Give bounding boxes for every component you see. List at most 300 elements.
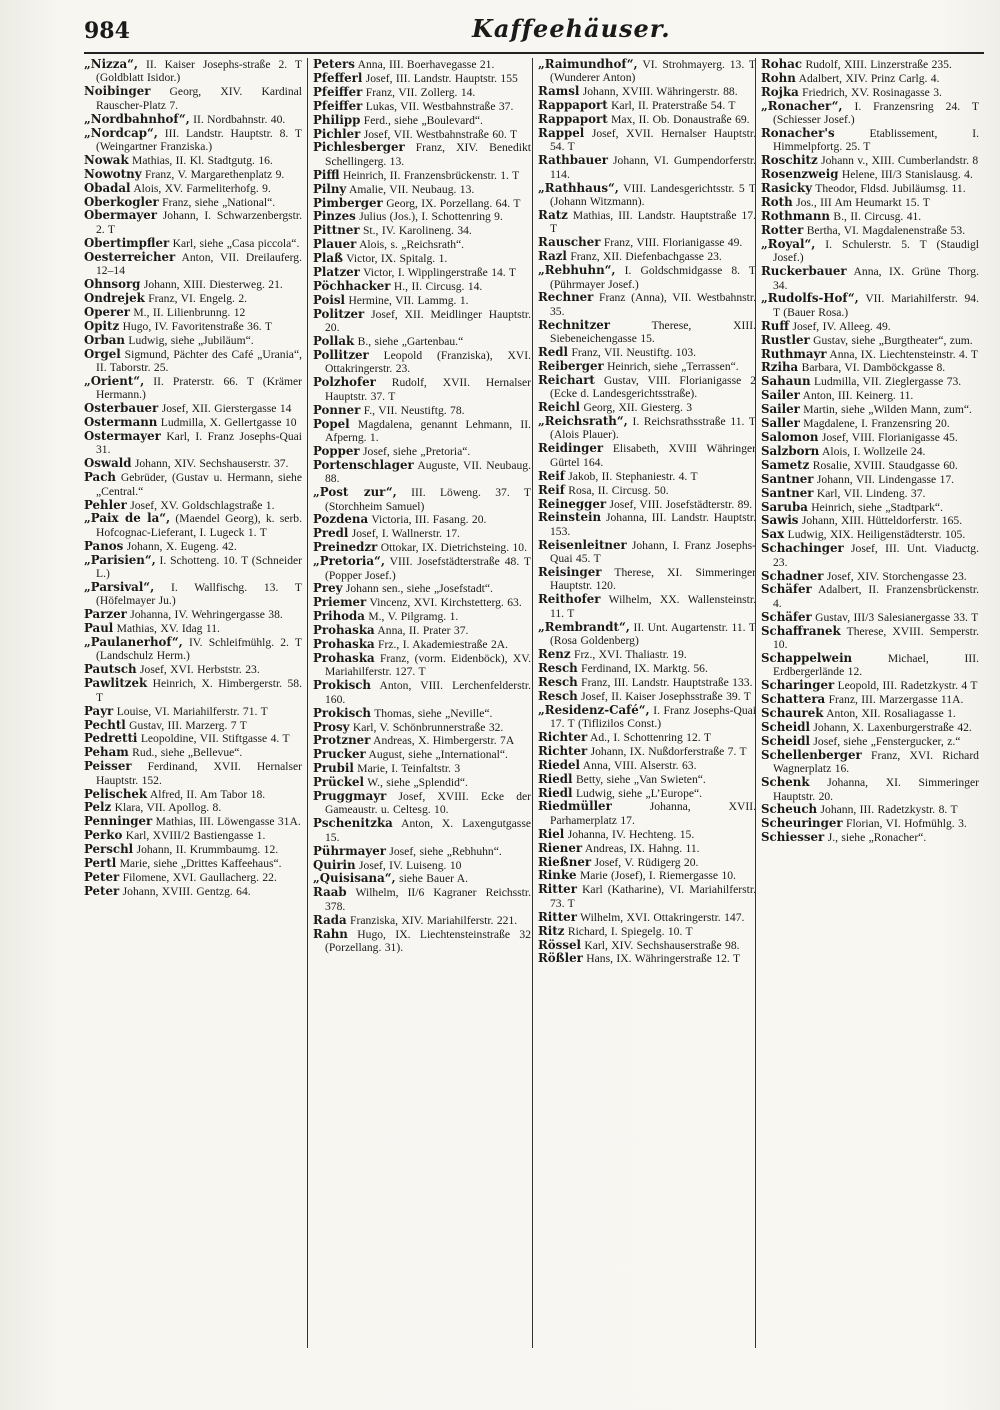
directory-entry — [538, 952, 756, 965]
entry-name: Schenk — [761, 775, 810, 790]
directory-entry — [538, 869, 756, 882]
directory-entry — [538, 470, 756, 483]
entry-details: Alfred, II. Am Tabor 18. — [149, 787, 266, 801]
directory-entry — [761, 431, 979, 444]
directory-entry — [761, 611, 979, 624]
entry-details: Mathias, III. Löwengasse 31A. — [155, 815, 301, 829]
entry-name: Richter — [538, 743, 588, 758]
entry-name: Renz — [538, 646, 571, 661]
entry-details: August, siehe „International“. — [368, 748, 508, 762]
entry-details: Anton, VIII. Lerchenfelderstr. 160. — [325, 679, 531, 706]
entry-name: Pinzes — [313, 209, 356, 224]
directory-entry — [538, 511, 756, 538]
entry-name: Santner — [761, 471, 814, 486]
directory-entry — [84, 732, 302, 745]
directory-entry — [761, 100, 979, 127]
entry-name: Pedretti — [84, 731, 138, 746]
entry-details: B., siehe „Gartenbau.“ — [357, 335, 464, 349]
directory-entry — [313, 72, 531, 85]
entry-name: Reichl — [538, 400, 581, 415]
column-divider — [755, 58, 756, 1348]
entry-details: Franz, V. Margarethenplatz 9. — [144, 167, 285, 181]
entry-details: F., VII. Neustiftg. 78. — [363, 403, 465, 417]
entry-details: Josef, XVI. Herbststr. 23. — [140, 663, 260, 677]
directory-entry — [761, 570, 979, 583]
entry-details: Rosa, II. Circusg. 50. — [568, 483, 669, 497]
entry-name: Redl — [538, 345, 569, 360]
directory-entry — [313, 610, 531, 623]
directory-entry — [84, 278, 302, 291]
entry-details: B., II. Circusg. 41. — [833, 209, 922, 223]
directory-entry — [538, 113, 756, 126]
entry-details: Franz, VII. Zollerg. 14. — [365, 85, 476, 99]
entry-details: Adalbert, II. Franzensbrückenstr. 4. — [773, 583, 979, 610]
directory-entry — [538, 236, 756, 249]
entry-details: Elisabeth, XVIII Währinger Gürtel 164. — [550, 442, 756, 469]
directory-entry — [84, 719, 302, 732]
directory-entry — [313, 418, 531, 445]
entry-details: Heinrich, II. Franzensbrückenstr. 1. T — [342, 168, 520, 182]
directory-entry — [313, 555, 531, 582]
entry-name: Roschitz — [761, 153, 818, 168]
directory-entry — [313, 859, 531, 872]
entry-details: Leopoldine, VII. Stiftgasse 4. T — [140, 732, 290, 746]
entry-name: „Quisisana“, — [313, 871, 396, 886]
entry-details: Josef, V. Rüdigerg 20. — [594, 855, 699, 869]
directory-entry — [84, 663, 302, 676]
entry-details: Gebrüder, (Gustav u. Hermann, siehe „Central.“ — [96, 471, 302, 498]
entry-name: Pittner — [313, 223, 360, 238]
entry-details: Theodor, Fldsd. Jubiläumsg. 11. — [815, 182, 966, 196]
entry-details: Franz, XVI. Richard Wagnerplatz 16. — [773, 748, 979, 776]
entry-details: Karl, II. Praterstraße 54. T — [611, 99, 736, 113]
directory-entry — [313, 404, 531, 417]
directory-entry — [84, 471, 302, 498]
entry-name: Pilny — [313, 181, 347, 196]
entry-name: Quirin — [313, 857, 356, 872]
directory-entry — [313, 294, 531, 307]
column-divider — [532, 58, 533, 1348]
directory-entry — [84, 154, 302, 167]
directory-entry — [84, 746, 302, 759]
entry-name: Riedl — [538, 785, 573, 800]
entry-name: „Post zur“, — [313, 485, 397, 500]
entry-name: Piffl — [313, 167, 340, 182]
entry-details: Martin, siehe „Wilden Mann, zum“. — [803, 403, 972, 417]
entry-details: VIII. Josefstädterstraße 48. T (Popper Josef.) — [325, 555, 531, 582]
directory-entry — [538, 498, 756, 511]
directory-entry — [313, 624, 531, 637]
entry-name: Peter — [84, 869, 120, 884]
entry-name: Rustler — [761, 332, 810, 347]
entry-name: Ruckerbauer — [761, 264, 847, 279]
directory-entry — [538, 539, 756, 566]
entry-name: Schäfer — [761, 609, 812, 624]
entry-name: „Residenz-Café“, — [538, 702, 650, 717]
directory-entry — [761, 542, 979, 569]
directory-column-2 — [313, 58, 531, 955]
entry-details: I. Schotteng. 10. T (Schneider L.) — [96, 553, 302, 581]
entry-name: Ritter — [538, 882, 577, 897]
directory-entry — [84, 815, 302, 828]
directory-entry — [538, 182, 756, 209]
entry-name: „Raimundhof“, — [538, 57, 638, 71]
directory-entry — [313, 308, 531, 335]
directory-entry — [761, 154, 979, 167]
entry-details: J., siehe „Ronacher“. — [827, 831, 927, 845]
entry-name: Pautsch — [84, 662, 137, 677]
entry-details: Heinrich, X. Himbergerstr. 58. T — [96, 677, 302, 704]
entry-details: Anna, VIII. Alserstr. 63. — [582, 758, 697, 772]
entry-details: Marie (Josef), I. Riemergasse 10. — [579, 869, 736, 883]
entry-details: I. Franz Josephs-Quai 17. T (Tiflizilos Const.) — [550, 703, 756, 730]
entry-name: Rießner — [538, 854, 592, 869]
entry-details: Franz, III. Marzergasse 11A. — [828, 693, 964, 707]
entry-details: Heinrich, siehe „Stadtpark“. — [811, 500, 943, 514]
directory-entry — [538, 442, 756, 469]
entry-name: Santner — [761, 485, 814, 500]
directory-entry — [313, 86, 531, 99]
entry-name: Rasicky — [761, 181, 813, 196]
entry-name: Pach — [84, 470, 116, 485]
directory-entry — [84, 581, 302, 608]
directory-entry — [84, 416, 302, 429]
directory-entry — [538, 842, 756, 855]
entry-details: Therese, XVIII. Semperstr. 10. — [773, 624, 979, 652]
entry-details: Johann, III. Radetzkystr. 8. T — [820, 803, 958, 817]
entry-name: Rößler — [538, 951, 583, 966]
entry-name: Pimberger — [313, 195, 383, 210]
directory-entry — [313, 349, 531, 376]
entry-name: Prucker — [313, 747, 366, 762]
directory-entry — [84, 348, 302, 375]
entry-name: Rauscher — [538, 235, 601, 250]
entry-details: Julius (Jos.), I. Schottenring 9. — [359, 210, 503, 224]
entry-details: Josef, III. Landstr. Hauptstr. 155 — [365, 71, 518, 85]
entry-name: Obertimpfler — [84, 235, 170, 250]
entry-name: Reidinger — [538, 441, 604, 456]
page-title: Kaffeehäuser. — [472, 14, 671, 43]
entry-details: Gustav, VIII. Florianigasse 2 (Ecke d. Landesgerichtsstraße). — [550, 373, 756, 401]
entry-name: Rziha — [761, 360, 799, 375]
directory-entry — [84, 168, 302, 181]
entry-name: Sax — [761, 527, 785, 542]
entry-details: Johann, XVIII. Währingerstr. 88. — [582, 85, 738, 99]
directory-entry — [538, 58, 756, 85]
directory-entry — [761, 168, 979, 181]
entry-details: Alois, I. Wollzeile 24. — [822, 444, 926, 458]
directory-entry — [313, 914, 531, 927]
directory-entry — [313, 596, 531, 609]
directory-entry — [761, 679, 979, 692]
entry-details: I. Goldschmidgasse 8. T (Pührmayer Josef.) — [550, 264, 756, 291]
entry-name: Protzner — [313, 733, 371, 748]
directory-entry — [761, 348, 979, 361]
directory-entry — [84, 251, 302, 278]
entry-name: Pichlesberger — [313, 140, 405, 155]
entry-name: Riel — [538, 826, 565, 841]
directory-entry — [84, 788, 302, 801]
entry-name: Roth — [761, 195, 793, 210]
directory-entry — [538, 374, 756, 401]
directory-entry — [538, 800, 756, 827]
entry-details: Helene, III/3 Stanislausg. 4. — [841, 168, 973, 182]
entry-details: Josef, siehe „Pretoria“. — [363, 444, 471, 458]
entry-details: Thomas, siehe „Neville“. — [374, 706, 493, 720]
entry-name: Rahn — [313, 926, 348, 941]
directory-entry — [538, 209, 756, 236]
entry-details: Josef, II. Kaiser Josephsstraße 39. T — [581, 689, 751, 703]
entry-details: Josef, XVIII. Ecke der Gameaustr. u. Celtesg. 10. — [325, 790, 532, 817]
entry-details: H., II. Circusg. 14. — [393, 280, 483, 293]
entry-details: Franz, VIII. Florianigasse 49. — [603, 236, 743, 250]
directory-entry — [84, 85, 302, 112]
entry-details: VII. Mariahilferstr. 94. T (Bauer Rosa.) — [773, 292, 979, 319]
entry-details: Franz, (vorm. Eidenböck), XV. Mariahilferstr. 127. T — [325, 651, 531, 679]
directory-entry — [761, 528, 979, 541]
entry-details: Anton, XII. Rosaliagasse 1. — [826, 707, 956, 721]
entry-name: Ratz — [538, 207, 568, 222]
entry-details: Mathias, XV. Idag 11. — [116, 622, 220, 636]
page-number: 984 — [84, 18, 130, 44]
entry-details: Karl, XIV. Sechshauserstraße 98. — [584, 938, 740, 952]
directory-entry — [313, 197, 531, 210]
entry-details: Karl, XVIII/2 Bastiengasse 1. — [125, 829, 266, 843]
entry-name: Reinstein — [538, 510, 602, 525]
directory-entry — [538, 401, 756, 414]
entry-details: Wilhelm, II/6 Kagraner Reichsstr. 378. — [325, 886, 531, 913]
directory-entry — [313, 252, 531, 265]
entry-details: Johann, VII. Lindengasse 17. — [816, 472, 955, 486]
entry-name: Obermayer — [84, 208, 157, 223]
entry-details: Victor, IX. Spitalg. 1. — [346, 252, 448, 266]
entry-name: Pelz — [84, 800, 112, 815]
entry-name: „Reichsrath“, — [538, 414, 628, 429]
entry-name: Pozdena — [313, 512, 369, 527]
directory-entry — [84, 499, 302, 512]
directory-entry — [761, 473, 979, 486]
entry-details: Michael, III. Erdbergerlände 12. — [773, 651, 979, 679]
entry-details: Johann sen., siehe „Josefstadt“. — [345, 582, 493, 596]
entry-details: Frz., I. Akademiestraße 2A. — [378, 638, 509, 652]
entry-details: Rudolf, XIII. Linzerstraße 235. — [805, 58, 952, 71]
directory-entry — [313, 707, 531, 720]
directory-entry — [84, 843, 302, 856]
directory-entry — [761, 361, 979, 374]
directory-entry — [84, 196, 302, 209]
entry-details: Karl, VII. Lindeng. 37. — [816, 486, 926, 500]
entry-name: Prey — [313, 581, 343, 596]
directory-entry — [84, 512, 302, 539]
entry-details: Marie, siehe „Drittes Kaffeehaus“. — [119, 857, 282, 871]
entry-name: „Nordbahnhof“, — [84, 111, 190, 126]
entry-details: Johanna, XVII. Parhamerplatz 17. — [550, 800, 756, 827]
entry-name: „Parisien“, — [84, 552, 156, 567]
column-divider — [307, 58, 308, 1348]
entry-name: Riedmüller — [538, 799, 612, 814]
directory-entry — [84, 113, 302, 126]
directory-entry — [761, 265, 979, 292]
directory-entry — [84, 801, 302, 814]
entry-details: Max, II. Ob. Donaustraße 69. — [611, 113, 750, 127]
entry-details: Franz, XII. Diefenbachgasse 23. — [570, 250, 722, 264]
directory-entry — [538, 484, 756, 497]
entry-details: Josef, XIV. Storchengasse 23. — [826, 569, 967, 583]
directory-entry — [761, 127, 979, 154]
directory-entry — [538, 566, 756, 593]
directory-entry — [538, 787, 756, 800]
directory-entry — [313, 486, 531, 513]
entry-name: Pollak — [313, 334, 355, 349]
entry-details: Georg, XII. Giesterg. 3 — [583, 401, 693, 415]
entry-name: Reithofer — [538, 592, 601, 607]
directory-entry — [538, 883, 756, 910]
entry-name: Ramsl — [538, 84, 580, 99]
entry-name: Poisl — [313, 292, 346, 307]
entry-name: Reisenleitner — [538, 537, 627, 552]
entry-details: I. Schulerstr. 5. T (Staudigl Josef.) — [773, 237, 979, 265]
entry-name: Penninger — [84, 814, 153, 829]
entry-name: Prokisch — [313, 678, 372, 693]
entry-name: Pawlitzek — [84, 676, 148, 691]
directory-entry — [84, 857, 302, 870]
entry-details: Vincenz, XVI. Kirchstetterg. 63. — [369, 596, 522, 610]
entry-name: Reif — [538, 468, 565, 483]
entry-name: Reisinger — [538, 565, 602, 580]
entry-name: Riener — [538, 840, 583, 855]
directory-entry — [313, 652, 531, 679]
entry-details: Mathias, III. Landstr. Hauptstraße 17. T — [550, 208, 756, 236]
entry-name: Reinegger — [538, 496, 607, 511]
directory-entry — [761, 238, 979, 265]
entry-details: Heinrich, siehe „Terrassen“. — [607, 359, 739, 373]
directory-entry — [538, 662, 756, 675]
entry-name: Prokisch — [313, 705, 372, 720]
entry-name: „Rebhuhn“, — [538, 263, 616, 278]
entry-name: Osterbauer — [84, 401, 159, 416]
entry-details: Ferdinand, XVII. Hernalser Hauptstr. 152. — [96, 760, 302, 787]
entry-name: Sametz — [761, 457, 810, 472]
directory-entry — [761, 72, 979, 85]
directory-entry — [84, 334, 302, 347]
entry-name: Pfeiffer — [313, 98, 363, 113]
directory-entry — [84, 402, 302, 415]
entry-name: Oswald — [84, 456, 132, 471]
entry-name: Pfeiffer — [313, 84, 363, 99]
entry-details: Louise, VI. Mariahilferstr. 71. T — [116, 704, 268, 718]
entry-details: Leopold (Franziska), XVI. Ottakringerstr. 23. — [325, 349, 531, 376]
directory-entry — [761, 735, 979, 748]
entry-details: Amalie, VII. Neubaug. 13. — [349, 182, 475, 196]
directory-entry — [761, 334, 979, 347]
entry-name: Panos — [84, 538, 124, 553]
directory-column-4 — [761, 58, 979, 845]
directory-entry — [313, 734, 531, 747]
entry-details: Wilhelm, XX. Wallensteinstr. 11. T — [550, 593, 756, 620]
entry-details: Karl, siehe „Casa piccola“. — [172, 236, 300, 250]
directory-entry — [313, 280, 531, 293]
entry-name: Rosenzweig — [761, 167, 839, 182]
entry-name: Prückel — [313, 775, 365, 790]
entry-details: Auguste, VII. Neubaug. 88. — [325, 458, 531, 486]
directory-entry — [538, 773, 756, 786]
entry-name: Salzborn — [761, 443, 820, 458]
entry-name: Operer — [84, 304, 130, 319]
directory-entry — [761, 831, 979, 844]
entry-name: „Parsival“, — [84, 579, 155, 594]
entry-details: Franz, VII. Neustiftg. 103. — [571, 346, 697, 360]
directory-entry — [313, 128, 531, 141]
entry-name: Orban — [84, 332, 125, 347]
directory-entry — [313, 790, 531, 817]
entry-name: Rada — [313, 912, 347, 927]
directory-entry — [313, 541, 531, 554]
entry-details: W., siehe „Splendid“. — [367, 776, 468, 790]
entry-details: Georg, IX. Porzellang. 64. T — [386, 196, 521, 210]
directory-entry — [84, 182, 302, 195]
entry-details: II. Unt. Augartenstr. 11. T (Rosa Goldenberg) — [550, 620, 756, 648]
directory-entry — [84, 829, 302, 842]
entry-name: Pruggmayr — [313, 789, 387, 804]
directory-entry — [313, 376, 531, 403]
entry-details: M., II. Lilienbrunng. 12 — [133, 305, 246, 319]
directory-entry — [538, 154, 756, 181]
directory-entry — [538, 704, 756, 731]
entry-name: Popel — [313, 416, 350, 431]
directory-entry — [313, 845, 531, 858]
entry-details: Franz, VI. Engelg. 2. — [148, 291, 248, 305]
entry-details: Hugo, IX. Liechtensteinstraße 32 (Porzellang. 31). — [325, 927, 531, 954]
entry-details: Andreas, IX. Hahng. 11. — [584, 841, 700, 855]
entry-details: Ad., I. Schottenring 12. T — [589, 730, 711, 744]
directory-entry — [313, 817, 531, 844]
directory-entry — [313, 762, 531, 775]
entry-name: „Pretoria“, — [313, 554, 385, 569]
directory-entry — [313, 928, 531, 955]
entry-details: Florian, VI. Hofmühlg. 3. — [846, 817, 967, 831]
entry-name: Pollitzer — [313, 348, 369, 363]
entry-details: Johann, I. Franz Josephs-Quai 45. T — [550, 538, 756, 566]
entry-name: „Rembrandt“, — [538, 619, 630, 634]
entry-name: Ritter — [538, 909, 577, 924]
entry-details: Ludwig, siehe „L’Europe“. — [575, 786, 703, 800]
entry-name: Schäfer — [761, 582, 812, 597]
entry-name: Rappel — [538, 126, 585, 141]
entry-name: Politzer — [313, 306, 365, 321]
entry-details: Therese, XIII. Siebeneichengasse 15. — [550, 318, 756, 346]
entry-name: Paul — [84, 621, 114, 636]
directory-entry — [84, 540, 302, 553]
entry-name: Priemer — [313, 595, 367, 610]
entry-details: Rosalie, XVIII. Staudgasse 60. — [812, 458, 958, 472]
entry-name: Ostermayer — [84, 428, 161, 443]
directory-entry — [84, 677, 302, 704]
entry-name: Ruff — [761, 318, 790, 333]
entry-name: Prohaska — [313, 637, 375, 652]
directory-entry — [761, 459, 979, 472]
entry-name: Raab — [313, 885, 347, 900]
entry-details: Johanna, IV. Hechteng. 15. — [567, 827, 695, 841]
directory-entry — [761, 693, 979, 706]
entry-name: Perschl — [84, 842, 134, 857]
entry-details: Ferd., siehe „Boulevard“. — [363, 113, 483, 127]
entry-details: (Maendel Georg), k. serb. Hofcognac-Lieferant, I. Lugeck 1. T — [96, 512, 302, 539]
entry-details: Josef, XVII. Hernalser Hauptstr. 54. T — [550, 127, 756, 154]
entry-details: II. Praterstr. 66. T (Krämer Hermann.) — [96, 374, 302, 402]
entry-name: „Ronacher“, — [761, 98, 843, 113]
entry-details: IV. Schleifmühlg. 2. T (Landschulz Herm.) — [96, 636, 302, 663]
entry-details: Lukas, VII. Westbahnstraße 37. — [365, 99, 514, 113]
